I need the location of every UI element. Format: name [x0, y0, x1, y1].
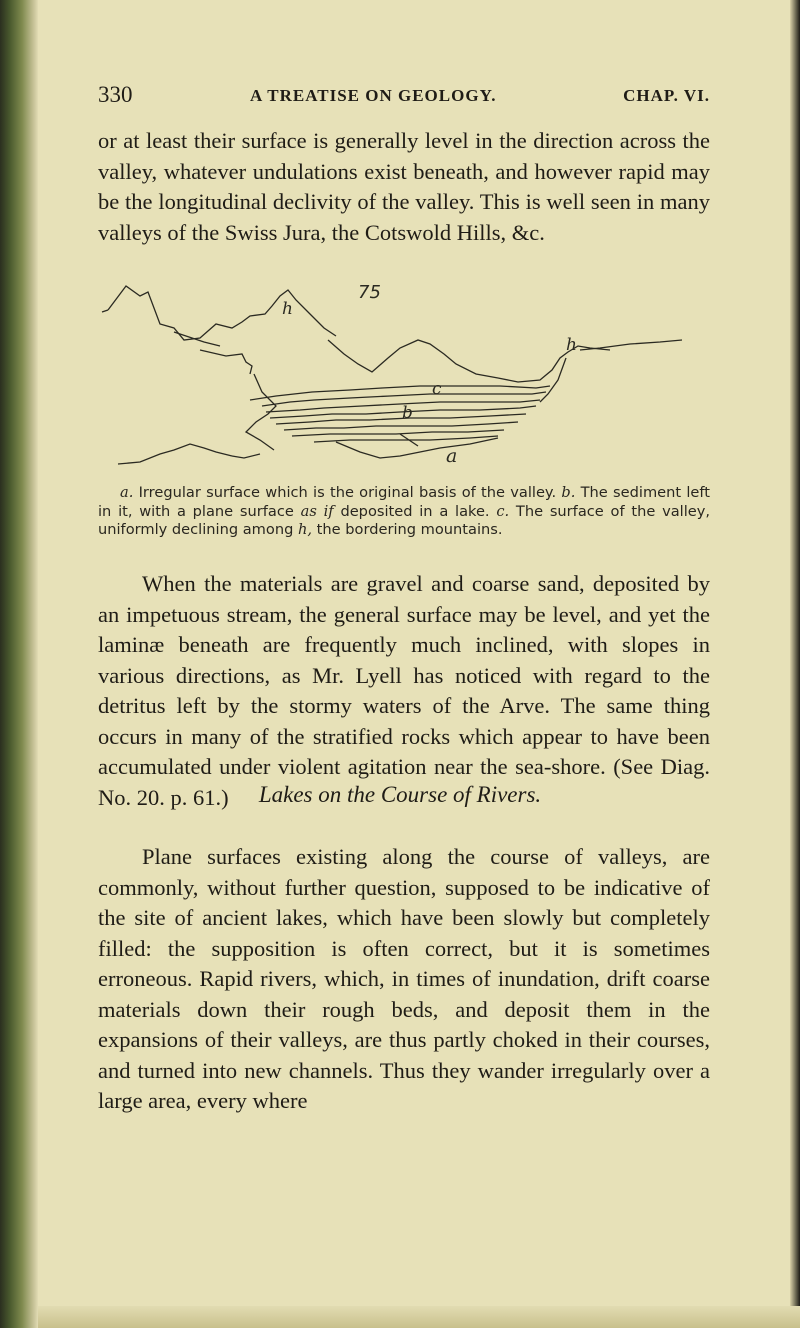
- page-number: 330: [98, 82, 133, 107]
- label-h-right: h: [566, 335, 577, 355]
- left-foot: [118, 444, 232, 464]
- label-c: c: [432, 379, 442, 399]
- sediment-layer-7: [314, 436, 498, 442]
- caption-key-b: b.: [561, 484, 576, 501]
- caption-text-b1: The sediment left in it, with a plane surface: [98, 484, 711, 520]
- right-bordering-mountain: [580, 340, 682, 350]
- left-peak-edge: [102, 310, 108, 312]
- chapter-label: CHAP. VI.: [623, 86, 710, 105]
- caption-text-a: Irregular surface which is the original basis of the valley.: [138, 484, 557, 501]
- caption-text-b2: deposited in a lake.: [340, 502, 490, 520]
- valley-section-svg: [100, 282, 710, 467]
- valley-diagram: [100, 282, 710, 467]
- sediment-layer-6: [292, 430, 504, 436]
- left-inner-slope: [200, 350, 252, 374]
- figure-caption: [98, 484, 710, 540]
- plane-surface-c: [250, 386, 550, 400]
- left-foot-end: [232, 454, 260, 458]
- section-heading: Lakes on the Course of Rivers.: [258, 782, 542, 807]
- left-mountain-outline: [108, 286, 336, 340]
- sediment-layer-5: [284, 422, 518, 430]
- caption-italic-h: h,: [297, 521, 313, 538]
- page-edge: [790, 0, 800, 1328]
- caption-italic-as-if: as if: [300, 502, 334, 520]
- caption-key-c: c.: [496, 502, 510, 520]
- right-inner-slope: [540, 358, 566, 402]
- left-ridge-line: [174, 332, 220, 346]
- valley-floor-a: [336, 438, 498, 458]
- caption-key-a: a.: [120, 484, 134, 501]
- book-binding-gutter: [0, 0, 38, 1328]
- paragraph-intro: or at least their surface is generally level in the direction across the valley, whatever undulations exist beneath, and however rapid may be the longitudinal declivity of the valley. This is well seen in many valleys of the Swiss Jura, the Cotswold Hills, &c.: [98, 128, 710, 245]
- caption-text-c2: the bordering mountains.: [316, 521, 503, 538]
- label-a: a: [446, 445, 458, 467]
- caption-text-c1: The surface of the valley, uniformly declining among: [98, 502, 711, 538]
- label-b: b: [402, 403, 413, 423]
- figure-number: 75: [358, 282, 381, 303]
- page-bottom-edge: [38, 1306, 800, 1328]
- running-header: [98, 82, 710, 112]
- label-h-left: h: [282, 299, 293, 319]
- running-title: A TREATISE ON GEOLOGY.: [250, 86, 497, 105]
- paragraph-gravel: When the materials are gravel and coarse sand, deposited by an impetuous stream, the general surface may be level, and yet the laminæ beneath are frequently much inclined, with slopes in various directions, as Mr. Lyell has noticed with regard to the detritus left by the stormy waters of the Arve. The same thing occurs in many of the stratified rocks which appear to have been accumulated under violent agitation near the sea-shore. (See Diag. No. 20. p. 61.): [98, 571, 710, 810]
- paragraph-lakes: Plane surfaces existing along the course of valleys, are commonly, without further question, supposed to be indicative of the site of ancient lakes, which have been slowly but completely filled: the supposition is often correct, but it is sometimes erroneous. Rapid rivers, which, in times of inundation, drift coarse materials down their rough beds, and deposit them in the expansions of their valleys, are thus partly choked in their courses, and turned into new channels. Thus they wander irregularly over a large area, every where: [98, 844, 710, 1113]
